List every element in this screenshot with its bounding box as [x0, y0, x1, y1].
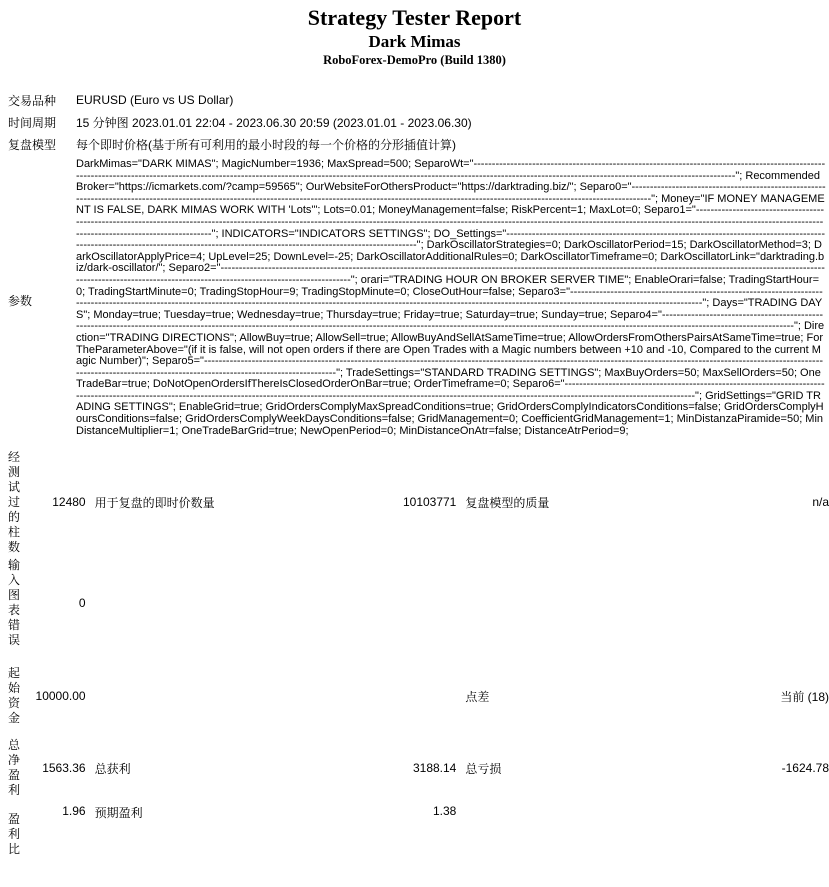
stat-value-ticks-modelled: 10103771 [402, 495, 457, 510]
model-row [8, 133, 826, 155]
parameters-value: DarkMimas="DARK MIMAS"; MagicNumber=1936; MaxSpread=500; SeparoWt="------------------------------------------------------------------------------------------------------------------------------------------------------------------------------------------------------------------------------------------------------------------------------------"; RecommendedBroker="https://icmarkets.com/?camp=59565"; OurWebsiteForOthersProduct="https://darktrading.biz/"; Separo0="------------------------------------------------------------------------------------------------------------------------------------------------------------------------------------------------------------------"; Money="IF MONEY MANAGEMENT IS FALSE, DARK MIMAS WORK WITH 'Lots'"; Lots=0.01; MoneyManagement=false; RiskPercent=1; MaxLot=0; Separo1="------------------------------------------------------------------------------------------------------------------------------------------------------------------------------------------------------------------------------------------------------------------------------------"; INDICATORS="INDICATORS SETTINGS"; DO_Settings="------------------------------------------------------------------------------------------------------------------------------------------------------------------------------------"; DarkOscillatorStrategies=0; DarkOscillatorPeriod=15; DarkOscillatorMethod=3; DarkOscillatorApplyPrice=4; UpLevel=25; DownLevel=-25; DarkOscillatorAdditionalRules=0; DarkOscillatorTimeframe=0; DarkOscillatorLink="darktrading.biz/dark-oscillator/"; Separo2="------------------------------------------------------------------------------------------------------------------------------------------------------------------------------------------------------------------------------------------------"; orari="TRADING HOUR ON BROKER SERVER TIME"; EnableOrari=false; TradingStartHour=0; TradingStartMinute=0; TradingStopHour=9; TradingStopMinute=0; CloseOutHour=false; Separo3="------------------------------------------------------------------------------------------------------------------------------------------------------------------------------------------------------------------------------------------------"; Days="TRADING DAYS"; Monday=true; Tuesday=true; Wednesday=true; Thursday=true; Friday=true; Saturday=true; Sunday=true; Separo4="------------------------------------------------------------------------------------------------------------------------------------------------------------------------------------------------------------------------------------------------"; Direction="TRADING DIRECTIONS"; AllowBuy=true; AllowSell=true; AllowBuyAndSellAtSameTime=true; AllowOrdersFromOthersPairsAtSameTime=true; ForTheParameterAbove="(if it is false, will not open orders if there are Open Trades with a Magic numbers between +10 and -10, Compared to the current Magic Number)"; Separo5="------------------------------------------------------------------------------------------------------------------------------------------------------------------------------------------------------------------------------------------------"; TradeSettings="STANDARD TRADING SETTINGS"; MaxBuyOrders=50; MaxSellOrders=50; OneTradeBar=true; DoNotOpenOrdersIfThereIsClosedOrderOnBar=true; OrderTimeframe=0; Separo6="------------------------------------------------------------------------------------------------------------------------------------------------------------------------------------------------------------------------------------------------"; GridSettings="GRID TRADING SETTINGS"; EnableGrid=true; GridOrdersComplyMaxSpreadConditions=true; GridOrdersComplyIndicatorsConditions=false; GridOrdersComplyHoursConditions=false; GridOrdersComplyWeekDaysConditions=false; GridManagement=0; CoefficientGridManagement=1; MinDistanzaPiramide=50; MinDistanceMultiplier=1; OneTradeBarGrid=true; NewOpenPeriod=0; MinDistanceOnAtr=false; DistanceAtrPeriod=9; [76, 158, 826, 437]
stat-label-bars-tested: 经测试过的柱数 [8, 449, 21, 554]
parameters-label: 参数 [8, 293, 33, 308]
stat-value-total-net-profit: 1563.36 [42, 761, 86, 776]
model-value: 每个即时价格(基于所有可利用的最小时段的每一个价格的分形插值计算) [76, 137, 456, 152]
stat-label-modelling-quality: 复盘模型的质量 [465, 495, 550, 510]
stat-value-gross-profit: 3188.14 [412, 761, 457, 776]
broker-build-line: RoboForex-DemoPro (Build 1380) [323, 53, 506, 67]
stat-label-profit-factor: 盈利比 [8, 812, 21, 857]
stat-value-expected-payoff: 1.38 [433, 804, 457, 819]
symbol-label: 交易品种 [8, 93, 57, 108]
stat-empty-cell [747, 801, 829, 865]
stat-empty-cell [456, 557, 746, 649]
period-label: 时间周期 [8, 115, 57, 130]
spacer-row [8, 649, 829, 663]
model-label: 复盘模型 [8, 137, 57, 152]
stat-value-modelling-quality: n/a [812, 495, 829, 510]
stat-label-expected-payoff: 预期盈利 [94, 806, 143, 821]
stat-value-profit-factor: 1.96 [62, 804, 86, 819]
report-stats-table [8, 447, 829, 865]
stat-empty-cell [86, 663, 377, 729]
bars-tested-row [8, 447, 829, 557]
stat-value-spread: 当前 (18) [780, 689, 829, 704]
stat-value-initial-deposit: 10000.00 [35, 689, 86, 704]
parameters-row [8, 155, 826, 445]
stat-empty-cell [747, 557, 829, 649]
stat-empty-cell [377, 663, 456, 729]
stat-empty-cell [456, 801, 746, 865]
total-net-profit-row [8, 735, 829, 801]
period-value: 15 分钟图 2023.01.01 22:04 - 2023.06.30 20:59 (2023.01.01 - 2023.06.30) [76, 115, 472, 130]
stat-label-mismatched-charts-errors: 输入图表错误 [8, 558, 21, 648]
stat-empty-cell [377, 557, 456, 649]
stat-label-spread: 点差 [465, 689, 490, 704]
stat-empty-cell [86, 557, 377, 649]
period-row [8, 111, 826, 133]
stat-value-bars-tested: 12480 [52, 495, 86, 510]
stat-label-initial-deposit: 起始资金 [8, 666, 21, 726]
symbol-row [8, 89, 826, 111]
stat-label-total-net-profit: 总净盈利 [8, 738, 21, 798]
initial-deposit-row [8, 663, 829, 729]
report-info-table [8, 89, 826, 445]
mismatched-charts-errors-row [8, 557, 829, 649]
stat-label-ticks-modelled: 用于复盘的即时价数量 [94, 495, 215, 510]
stat-label-gross-profit: 总获利 [94, 761, 131, 776]
symbol-value: EURUSD (Euro vs US Dollar) [76, 93, 234, 107]
report-title: Strategy Tester Report [307, 5, 522, 30]
stat-value-mismatched-charts-errors: 0 [78, 596, 86, 611]
expert-advisor-name: Dark Mimas [368, 32, 461, 51]
stat-value-gross-loss: -1624.78 [781, 761, 829, 776]
stat-label-gross-loss: 总亏损 [465, 761, 502, 776]
profit-factor-row [8, 801, 829, 865]
